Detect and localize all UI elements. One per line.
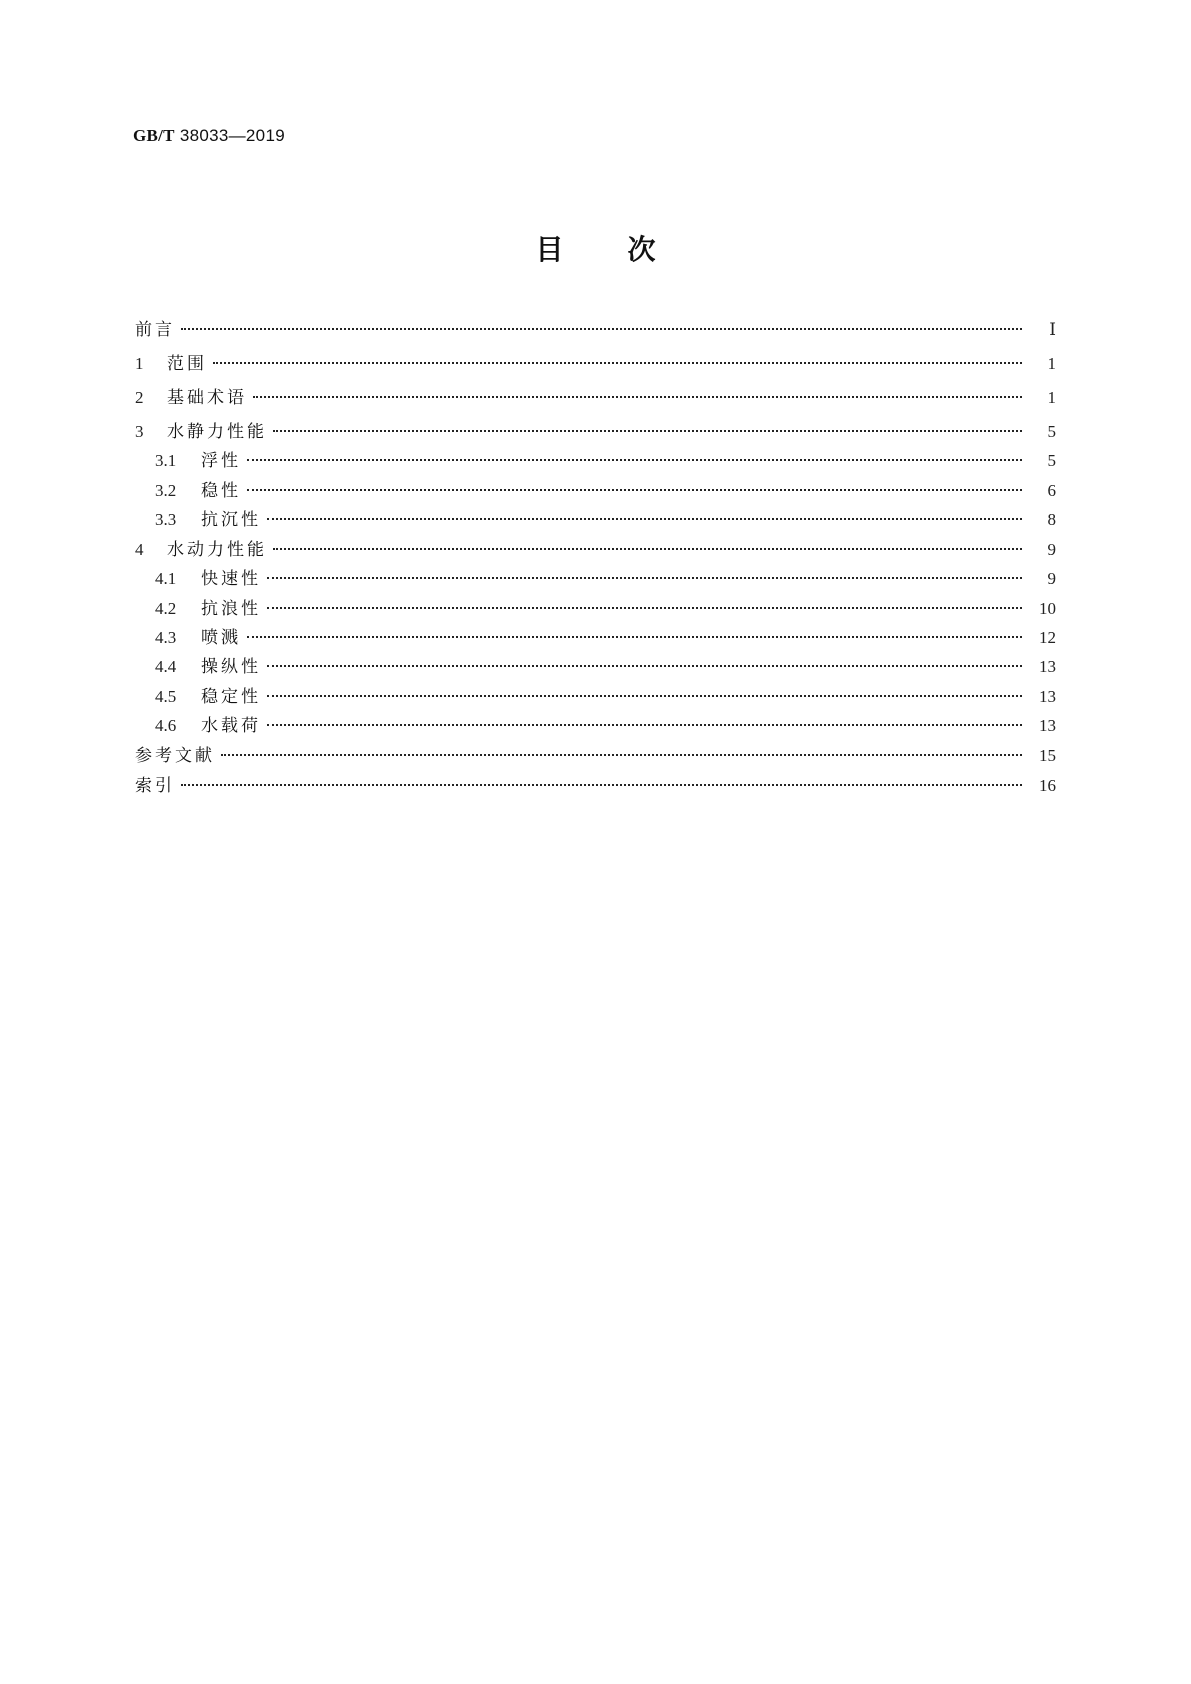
toc-entry-unsinkability[interactable]: [135, 508, 1056, 532]
toc-entry-number: 4: [135, 540, 144, 559]
toc-entry-maneuverability[interactable]: [135, 655, 1056, 679]
toc-entry-number: 4.5: [155, 687, 177, 706]
toc-entry-label: 水载荷: [201, 716, 261, 736]
toc-entry-page: 16: [1039, 776, 1056, 795]
toc-leader-dots: [221, 754, 1022, 756]
toc-entry-label: 水静力性能: [167, 422, 267, 442]
toc-leader-dots: [273, 430, 1022, 432]
toc-entry-stability[interactable]: [135, 479, 1056, 503]
toc-entry-buoyancy[interactable]: [135, 449, 1056, 473]
standard-number: 38033—2019: [179, 126, 285, 145]
toc-leader-dots: [267, 724, 1022, 726]
toc-entry-page: 5: [1047, 451, 1056, 470]
toc-entry-label: 抗沉性: [201, 510, 261, 530]
toc-leader-dots: [247, 636, 1022, 638]
toc-entry-page: 5: [1047, 422, 1056, 441]
toc-leader-dots: [247, 489, 1022, 491]
toc-leader-dots: [267, 695, 1022, 697]
toc-entry-index[interactable]: [135, 774, 1056, 798]
toc-leader-dots: [267, 607, 1022, 609]
toc-entry-label: 操纵性: [201, 657, 261, 677]
standard-code: [133, 126, 285, 146]
toc-entry-foreword[interactable]: [135, 318, 1056, 342]
toc-entry-page: 12: [1039, 628, 1056, 647]
toc-entry-label: 参考文献: [135, 746, 215, 766]
toc-entry-page: Ⅰ: [1049, 320, 1056, 339]
toc-entry-page: 13: [1039, 687, 1056, 706]
toc-entry-number: 4.4: [155, 657, 177, 676]
toc-leader-dots: [213, 362, 1022, 364]
toc-leader-dots: [253, 396, 1022, 398]
standard-prefix: GB/T: [133, 126, 175, 145]
toc-entry-spray[interactable]: [135, 626, 1056, 650]
toc-leader-dots: [247, 459, 1022, 461]
toc-entry-label: 稳性: [201, 481, 241, 501]
toc-entry-basic-terms[interactable]: [135, 386, 1056, 410]
toc-leader-dots: [181, 784, 1022, 786]
toc-entry-bibliography[interactable]: [135, 744, 1056, 768]
toc-leader-dots: [267, 518, 1022, 520]
toc-entry-number: 2: [135, 388, 144, 407]
toc-leader-dots: [267, 665, 1022, 667]
toc-entry-label: 抗浪性: [201, 599, 261, 619]
toc-entry-label: 快速性: [201, 569, 261, 589]
toc-entry-label: 喷溅: [201, 628, 241, 648]
toc-entry-number: 1: [135, 354, 144, 373]
toc-entry-number: 4.2: [155, 599, 177, 618]
toc-entry-page: 1: [1047, 388, 1056, 407]
toc-entry-number: 4.3: [155, 628, 177, 647]
toc-entry-label: 浮性: [201, 451, 241, 471]
toc-leader-dots: [181, 328, 1022, 330]
toc-entry-number: 4.1: [155, 569, 177, 588]
toc-entry-label: 水动力性能: [167, 540, 267, 560]
toc-entry-label: 范围: [167, 354, 207, 374]
toc-entry-number: 3.1: [155, 451, 177, 470]
toc-entry-label: 基础术语: [167, 388, 247, 408]
toc-entry-number: 3: [135, 422, 144, 441]
toc-leader-dots: [273, 548, 1022, 550]
toc-entry-page: 1: [1047, 354, 1056, 373]
toc-entry-speed[interactable]: [135, 567, 1056, 591]
toc-entry-page: 13: [1039, 657, 1056, 676]
toc-entry-page: 6: [1047, 481, 1056, 500]
toc-title: 目次: [535, 233, 720, 266]
toc-entry-scope[interactable]: [135, 352, 1056, 376]
toc-entry-page: 9: [1047, 540, 1056, 559]
toc-entry-page: 9: [1047, 569, 1056, 588]
toc-entry-seakeeping[interactable]: [135, 597, 1056, 621]
toc-entry-page: 13: [1039, 716, 1056, 735]
toc-entry-number: 4.6: [155, 716, 177, 735]
toc-entry-page: 8: [1047, 510, 1056, 529]
toc-entry-label: 稳定性: [201, 687, 261, 707]
toc-entry-hydrostatic[interactable]: [135, 420, 1056, 444]
toc-entry-label: 索引: [135, 776, 175, 796]
toc-entry-label: 前言: [135, 320, 175, 340]
toc-leader-dots: [267, 577, 1022, 579]
toc-entry-number: 3.3: [155, 510, 177, 529]
toc-entry-course-stability[interactable]: [135, 685, 1056, 709]
toc-entry-page: 15: [1039, 746, 1056, 765]
toc-entry-water-load[interactable]: [135, 714, 1056, 738]
toc-entry-hydrodynamic[interactable]: [135, 538, 1056, 562]
toc-entry-number: 3.2: [155, 481, 177, 500]
toc-entry-page: 10: [1039, 599, 1056, 618]
